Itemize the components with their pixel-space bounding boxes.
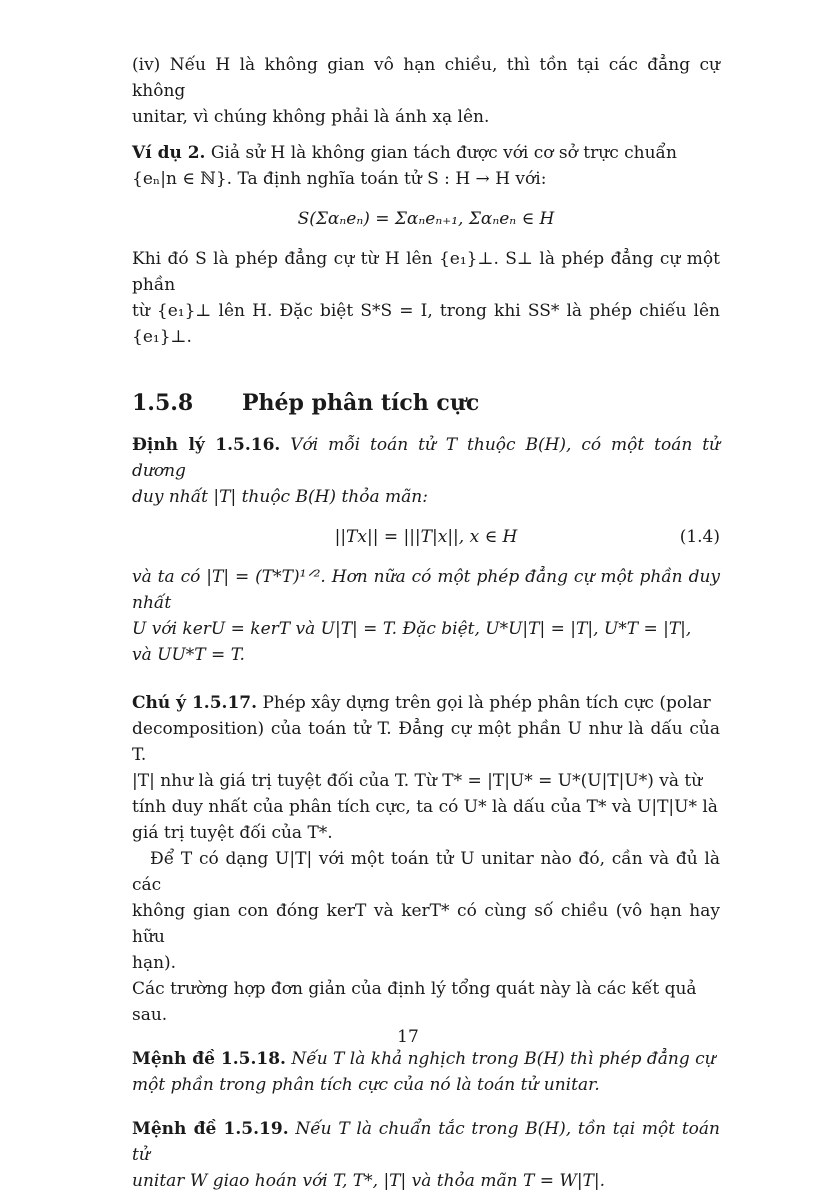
example-line1 [132,140,720,166]
note-text1: Phép xây dựng trên gọi là phép phân tích cực (polar [257,693,711,713]
note-line1 [132,690,720,716]
note-label: Chú ý 1.5.17. [132,693,258,713]
theorem-line1 [132,432,720,484]
note-line4: tính duy nhất của phân tích cực, ta có U* là dấu của T* và U|T|U* là [132,797,718,817]
prop18-line1 [132,1046,720,1072]
page-number: 17 [397,1027,419,1047]
example-equation: S(Σαₙeₙ) = Σαₙeₙ₊₁, Σαₙeₙ ∈ H [297,209,555,229]
theorem-label: Định lý 1.5.16. [132,435,281,455]
note-line3: |T| như là giá trị tuyệt đối của T. Từ T* = |T|U* = U*(U|T|U*) và từ [132,771,703,791]
prop19-line2: unitar W giao hoán với T, T*, |T| và thỏa mãn T = W|T|. [132,1171,606,1191]
page-body [132,52,720,1194]
example-text1: Giả sử H là không gian tách được với cơ sở trực chuẩn [205,143,677,163]
item-iv-line2: unitar, vì chúng không phải là ánh xạ lên. [132,107,490,127]
note-line2: decomposition) của toán tử T. Đẳng cự một phần U như là dấu của T. [132,719,720,765]
theorem-after-line1: và ta có |T| = (T*T)¹ᐟ². Hơn nữa có một phép đẳng cự một phần duy nhất [132,567,720,613]
theorem-text1: Với mỗi toán tử T thuộc B(H), có một toán tử dương [132,435,721,481]
equation-number: (1.4) [679,527,720,547]
theorem-equation [132,524,720,550]
example-after-line2: từ {e₁}⊥ lên H. Đặc biệt S*S = I, trong khi SS* là phép chiếu lên {e₁}⊥. [132,301,720,347]
prop18-line2: một phần trong phân tích cực của nó là toán tử unitar. [132,1075,600,1095]
example-label: Ví dụ 2. [132,143,206,163]
prop19-line1 [132,1116,720,1168]
note-para2-line2: không gian con đóng kerT và kerT* có cùng số chiều (vô hạn hay hữu [132,901,720,947]
example-line2: {eₙ|n ∈ ℕ}. Ta định nghĩa toán tử S : H → H với: [132,169,547,189]
theorem-after-line2: U với kerU = kerT và U|T| = T. Đặc biệt, U*U|T| = |T|, U*T = |T|, [132,619,692,639]
note-para3: Các trường hợp đơn giản của định lý tổng quát này là các kết quả sau. [132,979,697,1025]
section-title: Phép phân tích cực [242,390,480,416]
section-heading [132,388,720,418]
note-para2-line1: Để T có dạng U|T| với một toán tử U unitar nào đó, cần và đủ là các [132,849,720,895]
example-after-line1: Khi đó S là phép đẳng cự từ H lên {e₁}⊥. S⊥ là phép đẳng cự một phần [132,249,720,295]
theorem-line2: duy nhất |T| thuộc B(H) thỏa mãn: [132,487,428,507]
theorem-equation-body: ||Tx|| = |||T|x||, x ∈ H [334,527,518,547]
prop19-label: Mệnh đề 1.5.19. [132,1119,289,1139]
item-iv-line1: (iv) Nếu H là không gian vô hạn chiều, thì tồn tại các đẳng cự không [132,55,720,101]
note-para2-line3: hạn). [132,953,177,973]
prop18-label: Mệnh đề 1.5.18. [132,1049,286,1069]
note-line5: giá trị tuyệt đối của T*. [132,823,333,843]
prop18-text1: Nếu T là khả nghịch trong B(H) thì phép đẳng cự [285,1049,716,1069]
theorem-after-line3: và UU*T = T. [132,645,245,665]
section-number: 1.5.8 [132,390,194,416]
prop19-text1: Nếu T là chuẩn tắc trong B(H), tồn tại một toán tử [132,1119,720,1165]
